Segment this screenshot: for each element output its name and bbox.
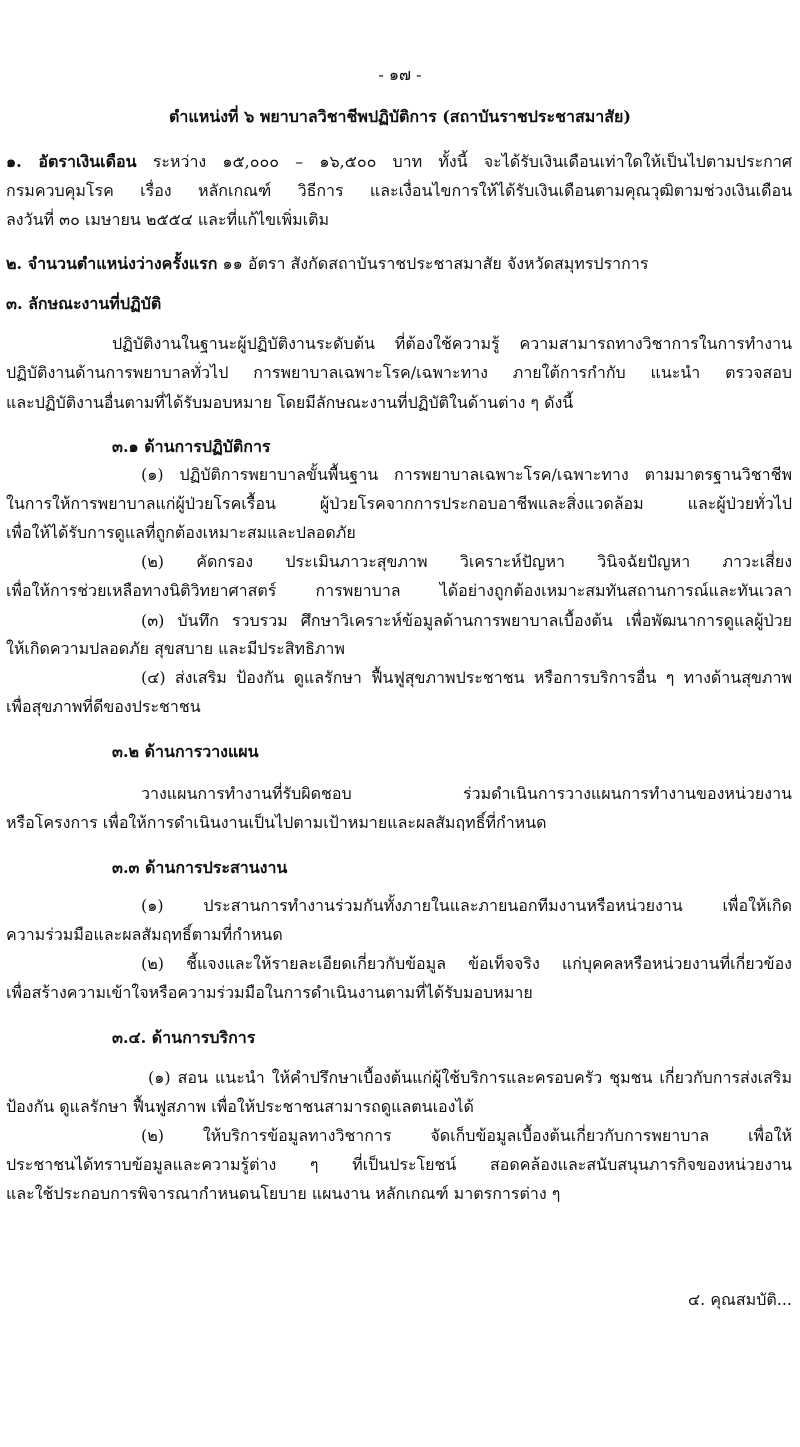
continuation-note: ๔. คุณสมบัติ...: [688, 1290, 792, 1309]
service-line: (๑) สอน แนะนำ ให้คำปรึกษาเบื้องต้นแก่ผู้ใช้บริการและครอบครัว ชุมชน เกี่ยวกับการส่งเสริม: [148, 1068, 792, 1087]
vacancy-heading: ๒. จำนวนตำแหน่งว่างครั้งแรก: [6, 254, 218, 273]
operations-line: เพื่อให้การช่วยเหลือทางนิติวิทยาศาสตร์ การพยาบาล ได้อย่างถูกต้องเหมาะสมทันสถานการณ์และทันเวลา: [6, 581, 792, 600]
planning-heading: ๓.๒ ด้านการวางแผน: [112, 742, 259, 761]
service-line: ป้องกัน ดูแลรักษา ฟื้นฟูสภาพ เพื่อให้ประชาชนสามารถดูแลตนเองได้: [6, 1097, 474, 1116]
duties-intro-2: ปฏิบัติงานด้านการพยาบาลทั่วไป การพยาบาลเฉพาะโรค/เฉพาะทาง ภายใต้การกำกับ แนะนำ ตรวจสอบ: [6, 363, 792, 382]
planning-line: หรือโครงการ เพื่อให้การดำเนินงานเป็นไปตามเป้าหมายและผลสัมฤทธิ์ที่กำหนด: [6, 813, 547, 832]
position-title: ตำแหน่งที่ ๖ พยาบาลวิชาชีพปฏิบัติการ (สถาบันราชประชาสมาสัย): [169, 107, 631, 126]
operations-line: (๑) ปฏิบัติการพยาบาลขั้นพื้นฐาน การพยาบาลเฉพาะโรค/เฉพาะทาง ตามมาตรฐานวิชาชีพ: [141, 465, 792, 484]
service-line: และใช้ประกอบการพิจารณากำหนดนโยบาย แผนงาน หลักเกณฑ์ มาตรการต่าง ๆ: [6, 1184, 561, 1203]
coordination-heading: ๓.๓ ด้านการประสานงาน: [112, 858, 288, 877]
service-line: (๒) ให้บริการข้อมูลทางวิชาการ จัดเก็บข้อมูลเบื้องต้นเกี่ยวกับการพยาบาล เพื่อให้: [141, 1126, 792, 1145]
planning-line: วางแผนการทำงานที่รับผิดชอบ ร่วมดำเนินการวางแผนการทำงานของหน่วยงาน: [141, 784, 792, 803]
duties-intro-1: ปฏิบัติงานในฐานะผู้ปฏิบัติงานระดับต้น ที่ต้องใช้ความรู้ ความสามารถทางวิชาการในการทำงาน: [112, 334, 792, 353]
operations-line: เพื่อสุขภาพที่ดีของประชาชน: [6, 697, 201, 716]
operations-line: เพื่อให้ได้รับการดูแลที่ถูกต้องเหมาะสมและปลอดภัย: [6, 523, 356, 542]
vacancy-text: ๑๑ อัตรา สังกัดสถาบันราชประชาสมาสัย จังหวัดสมุทรปราการ: [222, 254, 649, 273]
operations-heading: ๓.๑ ด้านการปฏิบัติการ: [112, 437, 271, 456]
salary-text-1: ระหว่าง ๑๕,๐๐๐ – ๑๖,๕๐๐ บาท ทั้งนี้ จะได้รับเงินเดือนเท่าใดให้เป็นไปตามประกาศ: [152, 152, 792, 171]
duties-intro-3: และปฏิบัติงานอื่นตามที่ได้รับมอบหมาย โดยมีลักษณะงานที่ปฏิบัติในด้านต่าง ๆ ดังนี้: [6, 393, 574, 412]
operations-line: (๒) คัดกรอง ประเมินภาวะสุขภาพ วิเคราะห์ปัญหา วินิจฉัยปัญหา ภาวะเสี่ยง: [141, 552, 792, 571]
salary-line-1: [6, 151, 792, 173]
page-number: - ๑๗ -: [378, 65, 422, 84]
salary-line-3: ลงวันที่ ๓๐ เมษายน ๒๕๕๔ และที่แก้ไขเพิ่มเติม: [6, 210, 330, 229]
operations-line: ให้เกิดความปลอดภัย สุขสบาย และมีประสิทธิภาพ: [6, 639, 345, 658]
salary-heading: ๑. อัตราเงินเดือน: [6, 152, 137, 171]
vacancy-line: [6, 253, 648, 275]
service-heading: ๓.๔. ด้านการบริการ: [112, 1028, 256, 1047]
service-line: ประชาชนได้ทราบข้อมูลและความรู้ต่าง ๆ ที่เป็นประโยชน์ สอดคล้องและสนับสนุนภารกิจของหน่วยงาน: [6, 1155, 792, 1174]
operations-line: (๔) ส่งเสริม ป้องกัน ดูแลรักษา ฟื้นฟูสุขภาพประชาชน หรือการบริการอื่น ๆ ทางด้านสุขภาพ: [141, 668, 793, 687]
operations-line: ในการให้การพยาบาลแก่ผู้ป่วยโรคเรื้อน ผู้ป่วยโรคจากการประกอบอาชีพและสิ่งแวดล้อม และผู้ป่วยทั่วไป: [6, 494, 792, 513]
coordination-line: ความร่วมมือและผลสัมฤทธิ์ตามที่กำหนด: [6, 925, 283, 944]
coordination-line: (๑) ประสานการทำงานร่วมกันทั้งภายในและภายนอกทีมงานหรือหน่วยงาน เพื่อให้เกิด: [141, 896, 792, 915]
operations-line: (๓) บันทึก รวบรวม ศึกษาวิเคราะห์ข้อมูลด้านการพยาบาลเบื้องต้น เพื่อพัฒนาการดูแลผู้ป่วย: [141, 611, 792, 630]
coordination-line: เพื่อสร้างความเข้าใจหรือความร่วมมือในการดำเนินงานตามที่ได้รับมอบหมาย: [6, 983, 533, 1002]
coordination-line: (๒) ชี้แจงและให้รายละเอียดเกี่ยวกับข้อมูล ข้อเท็จจริง แก่บุคคลหรือหน่วยงานที่เกี่ยวข้อง: [141, 954, 792, 973]
duties-heading: ๓. ลักษณะงานที่ปฏิบัติ: [6, 294, 162, 313]
salary-line-2: กรมควบคุมโรค เรื่อง หลักเกณฑ์ วิธีการ และเงื่อนไขการให้ได้รับเงินเดือนตามคุณวุฒิตามช่วงเงินเดือน: [6, 181, 792, 200]
